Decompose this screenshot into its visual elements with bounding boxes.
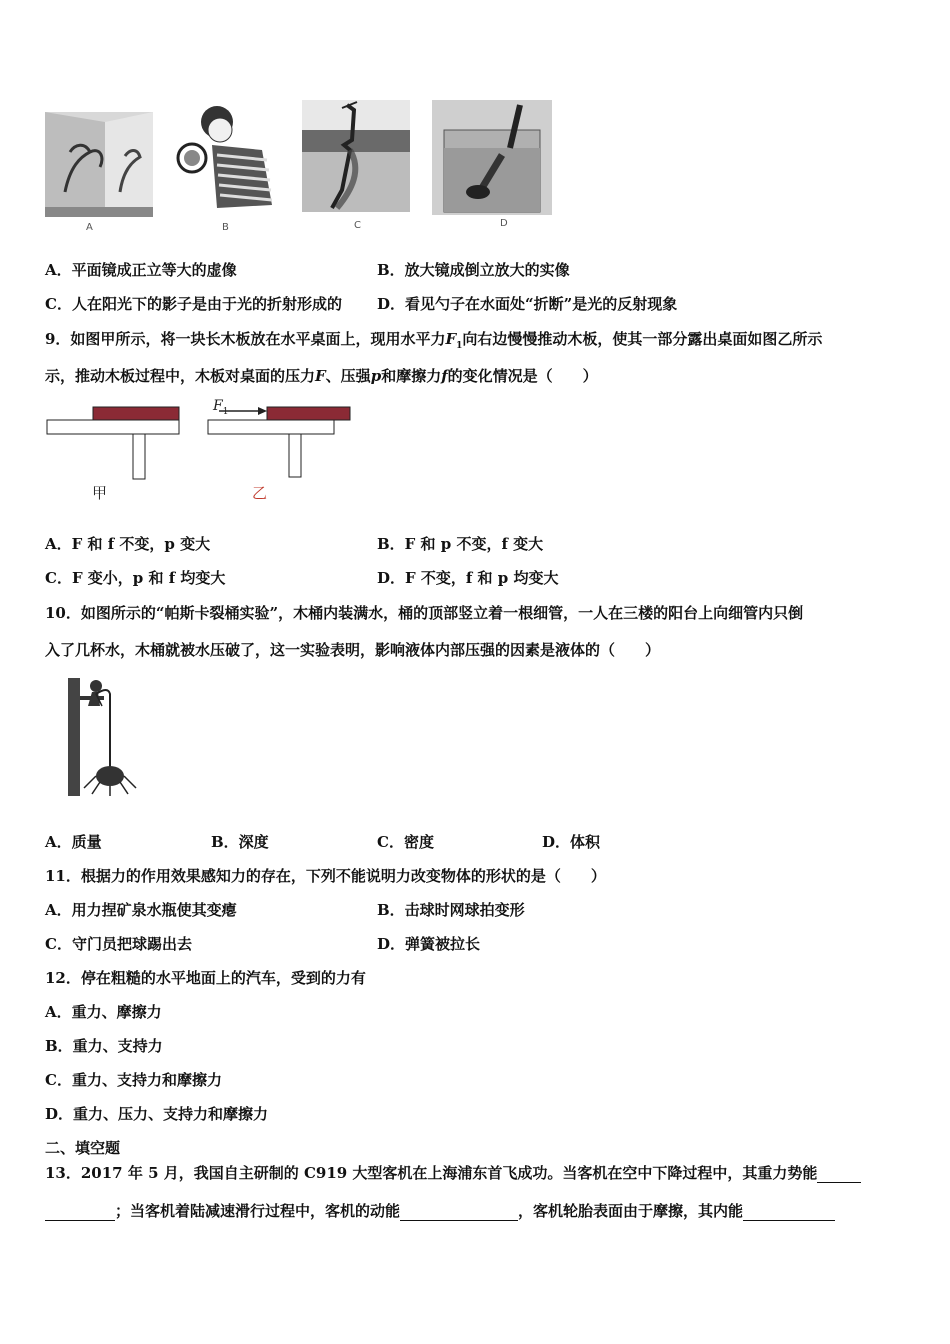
spoon-in-water-photo-icon bbox=[432, 100, 552, 215]
q9-option-c: C．F 变小，p 和 f 均变大 bbox=[45, 569, 226, 587]
q13-blank-2[interactable] bbox=[400, 1204, 518, 1221]
q9-option-a: A．F 和 f 不变，p 变大 bbox=[45, 535, 211, 553]
q13-blank-1-cont[interactable] bbox=[45, 1204, 115, 1221]
q12-option-a: A．重力、摩擦力 bbox=[45, 1003, 162, 1021]
q11-option-b: B．击球时网球拍变形 bbox=[377, 901, 525, 919]
q8-caption-d: D bbox=[500, 218, 508, 229]
q8-figure-b bbox=[172, 100, 277, 215]
pascal-barrel-diagram bbox=[66, 676, 138, 798]
q12-option-c: C．重力、支持力和摩擦力 bbox=[45, 1071, 222, 1089]
q10-stem-line1: 10．如图所示的“帕斯卡裂桶实验”，木桶内装满水，桶的顶部竖立着一根细管，一人在三楼的阳台上向细管内只倒 bbox=[45, 604, 804, 622]
q11-option-c: C．守门员把球踢出去 bbox=[45, 935, 192, 953]
q8-figure-d bbox=[432, 100, 552, 215]
q8-option-c: C．人在阳光下的影子是由于光的折射形成的 bbox=[45, 295, 342, 313]
shadow-photo-icon bbox=[302, 100, 410, 212]
q8-option-a: A．平面镜成正立等大的虚像 bbox=[45, 261, 237, 279]
q8-caption-b: B bbox=[222, 222, 229, 233]
q10-option-d: D．体积 bbox=[542, 833, 601, 851]
q10-option-a: A．质量 bbox=[45, 833, 102, 851]
q10-option-b: B．深度 bbox=[211, 833, 269, 851]
q8-figure-a bbox=[45, 112, 153, 217]
q11-option-d: D．弹簧被拉长 bbox=[377, 935, 481, 953]
q13-stem-line2: ；当客机着陆减速滑行过程中，客机的动能 ，客机轮胎表面由于摩擦，其内能 bbox=[45, 1201, 835, 1221]
q10-stem-line2: 入了几杯水，木桶就被水压破了，这一实验表明，影响液体内部压强的因素是液体的（ ） bbox=[45, 641, 661, 659]
q9-stem-line1: 9．如图甲所示，将一块长木板放在水平桌面上，现用水平力$F_1$向右边慢慢推动木板，使其一部分露出桌面如图乙所示 bbox=[45, 330, 823, 351]
q11-stem: 11．根据力的作用效果感知力的存在，下列不能说明力改变物体的形状的是（ ） bbox=[45, 867, 606, 885]
q9-label-yi: 乙 bbox=[252, 484, 268, 502]
q10-option-c: C．密度 bbox=[377, 833, 434, 851]
q8-caption-a: A bbox=[86, 222, 93, 233]
mirror-photo-icon bbox=[45, 112, 153, 217]
q13-blank-3[interactable] bbox=[743, 1204, 835, 1221]
q8-caption-c: C bbox=[354, 220, 361, 231]
q8-figure-c bbox=[302, 100, 410, 212]
q8-option-b: B．放大镜成倒立放大的实像 bbox=[377, 261, 570, 279]
q11-option-a: A．用力捏矿泉水瓶使其变瘪 bbox=[45, 901, 237, 919]
q9-option-d: D．F 不变，f 和 p 均变大 bbox=[377, 569, 559, 587]
q12-option-d: D．重力、压力、支持力和摩擦力 bbox=[45, 1105, 269, 1123]
q12-option-b: B．重力、支持力 bbox=[45, 1037, 163, 1055]
section-title: 二、填空题 bbox=[45, 1139, 121, 1157]
q8-option-d: D．看见勺子在水面处“折断”是光的反射现象 bbox=[377, 295, 678, 313]
q9-label-jia: 甲 bbox=[92, 484, 108, 502]
magnifier-photo-icon bbox=[172, 100, 277, 215]
q12-stem: 12．停在粗糙的水平地面上的汽车，受到的力有 bbox=[45, 969, 366, 987]
q13-blank-1[interactable] bbox=[817, 1166, 861, 1183]
q9-force-label: $F_1$ bbox=[213, 398, 229, 417]
q10-figure bbox=[66, 676, 138, 798]
q13-stem-line1: 13．2017 年 5 月，我国自主研制的 C919 大型客机在上海浦东首飞成功。当客机在空中下降过程中，其重力势能 bbox=[45, 1163, 861, 1183]
q9-option-b: B．F 和 p 不变，f 变大 bbox=[377, 535, 544, 553]
q9-stem-line2: 示，推动木板过程中，木板对桌面的压力F、压强p和摩擦力f的变化情况是（ ） bbox=[45, 367, 598, 385]
